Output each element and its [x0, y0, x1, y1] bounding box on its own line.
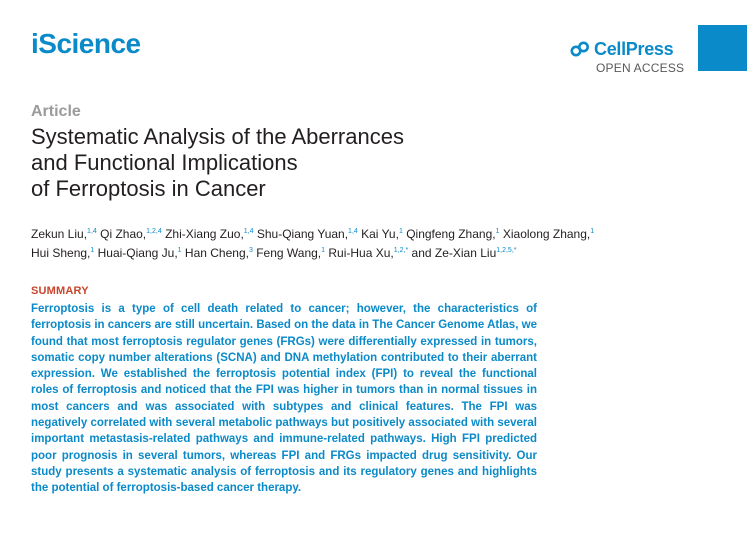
affiliation-marker[interactable]: 1,4	[87, 228, 97, 235]
journal-logo: iScience	[31, 28, 141, 59]
affiliation-marker[interactable]: 3	[248, 247, 253, 254]
open-access-label: OPEN ACCESS	[596, 61, 685, 75]
author-name[interactable]: Zekun Liu,	[31, 227, 88, 241]
author-name[interactable]: Zhi-Xiang Zuo,	[165, 227, 244, 241]
affiliation-marker[interactable]: 1	[90, 247, 95, 254]
article-title	[31, 124, 651, 202]
author-name[interactable]: Hui Sheng,	[31, 246, 91, 260]
author-name[interactable]: Shu-Qiang Yuan,	[256, 227, 349, 241]
author-list	[31, 225, 691, 263]
author-name[interactable]: Kai Yu,	[361, 227, 399, 241]
summary-text: Ferroptosis is a type of cell death related to cancer; however, the characteristics of ferroptosis in cancers are still uncertain. Based on the data in The Cancer Genome Atlas, we found that most ferroptosis regulator genes (FRGs) were differentially expressed in tumors, somatic copy number alterations (SCNA) and DNA methylation contributed to their aberrant expression. We established the ferroptosis potential index (FPI) to reveal the functional roles of ferroptosis and noticed that the FPI was higher in tumors than in normal tissues in most cancers and was associated with subtypes and clinical features. The FPI was negatively correlated with several metabolic pathways but positively associated with several important metastasis-related pathways and immune-related pathways. High FPI predicted poor prognosis in several tumors, whereas FPI and FRGs impacted drug sensitivity. Our study presents a systematic analysis of ferroptosis and its regulatory genes and highlights the potential of ferroptosis-based cancer therapy.	[31, 303, 537, 495]
author-name[interactable]: Qingfeng Zhang,	[406, 227, 496, 241]
affiliation-marker[interactable]: 1,2,5,*	[496, 247, 517, 254]
author-name[interactable]: Xiaolong Zhang,	[502, 227, 591, 241]
summary-heading: SUMMARY	[31, 285, 89, 297]
article-type: Article	[31, 103, 81, 120]
affiliation-marker[interactable]: 1,2,*	[393, 247, 409, 254]
affiliation-marker[interactable]: 1	[398, 228, 403, 235]
publisher-logo	[570, 39, 690, 75]
author-name[interactable]: Qi Zhao,	[100, 227, 147, 241]
author-name[interactable]: Feng Wang,	[256, 246, 322, 260]
affiliation-marker[interactable]: 1,4	[243, 228, 254, 235]
author-name[interactable]: Huai-Qiang Ju,	[97, 246, 178, 260]
title-line: Systematic Analysis of the Aberrances	[31, 124, 404, 149]
author-name[interactable]: Rui-Hua Xu,	[328, 246, 394, 260]
brand-bar	[698, 25, 747, 71]
author-name[interactable]: Han Cheng,	[184, 246, 249, 260]
title-line: and Functional Implications	[31, 150, 298, 175]
affiliation-marker[interactable]: 1,2,4	[146, 228, 162, 235]
affiliation-marker[interactable]: 1,4	[348, 228, 358, 235]
author-name[interactable]: and Ze-Xian Liu	[411, 246, 497, 260]
publisher-name: CellPress	[594, 39, 674, 59]
affiliation-marker[interactable]: 1	[177, 247, 182, 254]
affiliation-marker[interactable]: 1	[590, 228, 595, 235]
affiliation-marker[interactable]: 1	[321, 247, 326, 254]
affiliation-marker[interactable]: 1	[495, 228, 500, 235]
cellpress-icon	[570, 41, 590, 58]
title-line: of Ferroptosis in Cancer	[31, 176, 266, 201]
